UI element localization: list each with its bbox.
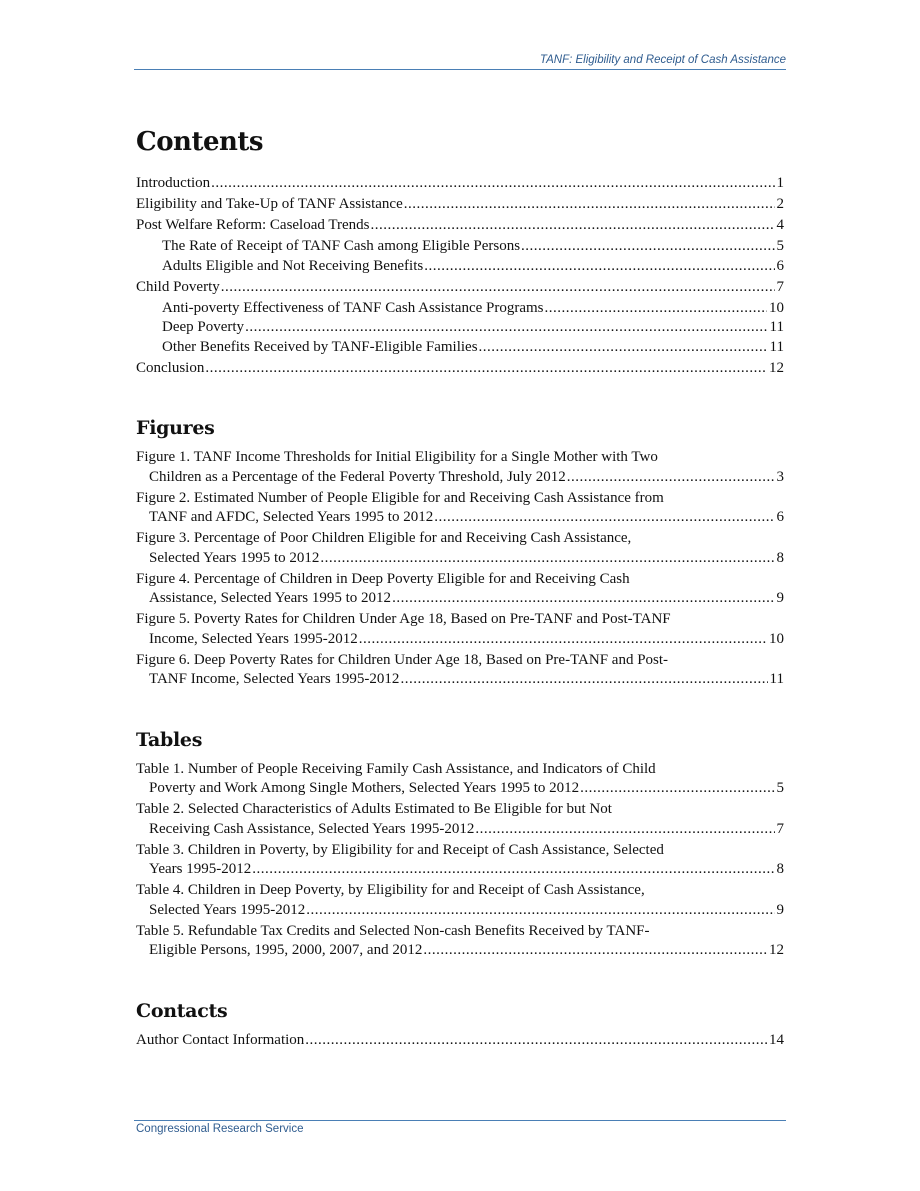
toc-entry-label: Table 2. Selected Characteristics of Adults Estimated to Be Eligible for but Not [136, 801, 612, 817]
toc-entry-deep-poverty[interactable] [136, 318, 784, 338]
dot-leader [252, 860, 774, 880]
toc-entry-figure-2[interactable] [136, 489, 784, 528]
running-header: TANF: Eligibility and Receipt of Cash Assistance [539, 54, 786, 66]
dot-leader [567, 468, 775, 488]
toc-page-number: 5 [776, 238, 784, 254]
toc-entry-table-5[interactable] [136, 922, 784, 961]
toc-entry-table-2[interactable] [136, 800, 784, 839]
toc-entry-label: Child Poverty [136, 278, 220, 295]
toc-page-number: 2 [776, 196, 784, 212]
dot-leader [245, 318, 767, 338]
toc-entry-label: Post Welfare Reform: Caseload Trends [136, 217, 370, 233]
toc-entry-child-poverty[interactable] [136, 278, 784, 298]
toc-entry-label-continued: Selected Years 1995 to 2012 [149, 549, 320, 566]
contents-heading: Contents [136, 127, 264, 157]
header-rule [134, 69, 786, 70]
figures-heading: Figures [136, 417, 215, 439]
dot-leader [371, 216, 775, 236]
toc-entry-table-1[interactable] [136, 760, 784, 799]
toc-page-number: 1 [776, 175, 784, 191]
toc-entry-label: Author Contact Information [136, 1031, 305, 1048]
toc-entry-label: Introduction [136, 175, 211, 191]
toc-entry-author-contact[interactable] [136, 1031, 784, 1051]
toc-page-number: 7 [776, 278, 784, 295]
dot-leader [434, 508, 774, 528]
toc-page-number: 9 [776, 901, 784, 918]
toc-entry-label: Table 3. Children in Poverty, by Eligibility for and Receipt of Cash Assistance, Selected [136, 841, 664, 858]
toc-entry-label-continued: Eligible Persons, 1995, 2000, 2007, and 2012 [149, 942, 423, 958]
toc-page-number: 11 [769, 319, 784, 335]
toc-entry-figure-6[interactable] [136, 651, 784, 690]
toc-page-number: 8 [776, 549, 784, 566]
toc-entry-table-3[interactable] [136, 841, 784, 880]
toc-entry-label: Deep Poverty [162, 319, 245, 335]
toc-entry-caseload-trends[interactable] [136, 216, 784, 236]
toc-entry-label: Figure 5. Poverty Rates for Children Under Age 18, Based on Pre-TANF and Post-TANF [136, 611, 671, 627]
toc-page-number: 4 [776, 217, 784, 233]
toc-page-number: 14 [769, 1031, 784, 1048]
toc-entry-label-continued: Assistance, Selected Years 1995 to 2012 [149, 590, 392, 606]
toc-entry-label: Table 1. Number of People Receiving Family Cash Assistance, and Indicators of Child [136, 760, 656, 777]
toc-page-number: 11 [769, 338, 784, 355]
toc-entry-label: Figure 2. Estimated Number of People Eligible for and Receiving Cash Assistance from [136, 489, 664, 506]
table-of-contents [136, 126, 784, 1050]
dot-leader [221, 278, 775, 298]
toc-entry-label-continued: Selected Years 1995-2012 [149, 901, 306, 918]
dot-leader [423, 941, 767, 961]
toc-entry-label: Anti-poverty Effectiveness of TANF Cash Assistance Programs [162, 299, 544, 316]
toc-entry-figure-1[interactable] [136, 448, 784, 487]
contacts-list [136, 1031, 784, 1051]
footer-rule [134, 1120, 786, 1121]
figures-list [136, 448, 784, 690]
toc-entry-label-continued: Income, Selected Years 1995-2012 [149, 630, 358, 647]
toc-entry-label: Figure 3. Percentage of Poor Children Eligible for and Receiving Cash Assistance, [136, 530, 632, 546]
toc-entry-label-continued: Children as a Percentage of the Federal Poverty Threshold, July 2012 [149, 468, 566, 485]
toc-entry-introduction[interactable] [136, 174, 784, 194]
toc-entry-anti-poverty[interactable] [136, 299, 784, 319]
dot-leader [475, 820, 774, 840]
toc-entry-label: Other Benefits Received by TANF-Eligible Families [162, 338, 478, 355]
toc-entry-eligibility[interactable] [136, 195, 784, 215]
toc-page-number: 3 [776, 468, 784, 485]
toc-entry-other-benefits[interactable] [136, 338, 784, 358]
contents-list [136, 174, 784, 378]
toc-entry-label: The Rate of Receipt of TANF Cash among Eligible Persons [162, 238, 521, 254]
dot-leader [320, 549, 774, 569]
dot-leader [479, 338, 768, 358]
dot-leader [305, 1031, 767, 1051]
toc-page-number: 6 [776, 257, 784, 274]
toc-entry-figure-4[interactable] [136, 570, 784, 609]
toc-page-number: 12 [769, 942, 784, 958]
dot-leader [392, 589, 774, 609]
tables-heading: Tables [136, 728, 203, 751]
dot-leader [424, 257, 774, 277]
toc-entry-table-4[interactable] [136, 881, 784, 920]
toc-entry-adults-eligible[interactable] [136, 257, 784, 277]
dot-leader [306, 901, 774, 921]
toc-entry-figure-5[interactable] [136, 610, 784, 649]
dot-leader [580, 779, 774, 799]
toc-entry-label: Figure 4. Percentage of Children in Deep Poverty Eligible for and Receiving Cash [136, 570, 630, 587]
dot-leader [404, 195, 775, 215]
toc-entry-label-continued: Receiving Cash Assistance, Selected Years 1995-2012 [149, 820, 475, 837]
toc-entry-label: Figure 6. Deep Poverty Rates for Children Under Age 18, Based on Pre-TANF and Post- [136, 651, 669, 668]
toc-entry-label: Eligibility and Take-Up of TANF Assistance [136, 196, 403, 212]
toc-page-number: 11 [769, 671, 784, 687]
toc-entry-label-continued: TANF Income, Selected Years 1995-2012 [149, 671, 400, 687]
tables-list [136, 760, 784, 961]
dot-leader [211, 174, 774, 194]
toc-entry-label: Figure 1. TANF Income Thresholds for Initial Eligibility for a Single Mother with Two [136, 449, 658, 465]
toc-page-number: 7 [776, 820, 784, 837]
contacts-heading: Contacts [136, 999, 228, 1022]
toc-entry-label: Conclusion [136, 359, 205, 376]
dot-leader [359, 630, 767, 650]
toc-page-number: 10 [769, 630, 784, 647]
toc-entry-figure-3[interactable] [136, 529, 784, 568]
toc-entry-rate-of-receipt[interactable] [136, 237, 784, 257]
toc-page-number: 9 [776, 590, 784, 606]
toc-page-number: 10 [769, 299, 784, 316]
dot-leader [400, 670, 767, 690]
toc-entry-label: Adults Eligible and Not Receiving Benefits [162, 257, 424, 274]
toc-page-number: 8 [776, 861, 784, 877]
toc-entry-label: Table 5. Refundable Tax Credits and Selected Non-cash Benefits Received by TANF- [136, 922, 650, 939]
toc-entry-label-continued: TANF and AFDC, Selected Years 1995 to 2012 [149, 509, 434, 525]
toc-entry-conclusion[interactable] [136, 359, 784, 379]
dot-leader [545, 299, 767, 319]
dot-leader [521, 237, 774, 257]
footer-publisher: Congressional Research Service [136, 1123, 304, 1135]
toc-entry-label-continued: Years 1995-2012 [149, 861, 252, 877]
toc-entry-label: Table 4. Children in Deep Poverty, by Eligibility for and Receipt of Cash Assistance, [136, 882, 645, 898]
toc-page-number: 12 [769, 359, 784, 376]
dot-leader [205, 359, 767, 379]
toc-entry-label-continued: Poverty and Work Among Single Mothers, Selected Years 1995 to 2012 [149, 780, 580, 796]
toc-page-number: 5 [776, 780, 784, 796]
toc-page-number: 6 [776, 509, 784, 525]
